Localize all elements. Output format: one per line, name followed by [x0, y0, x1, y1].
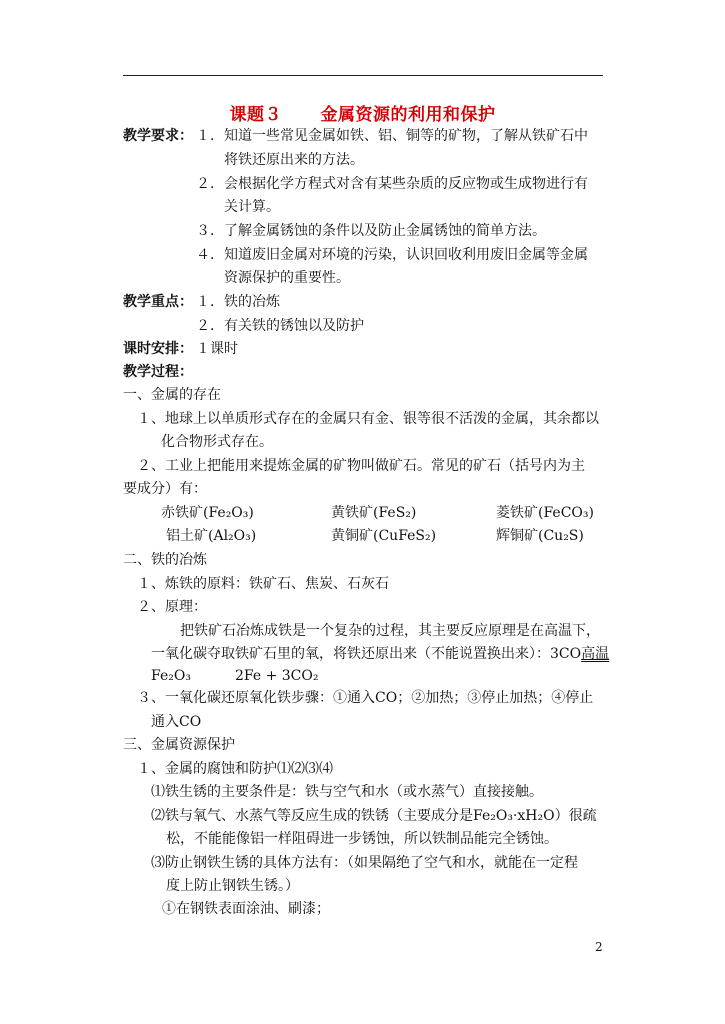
ore-hematite: 赤铁矿(Fe₂O₃): [161, 505, 254, 521]
section3-c1: ⑴铁生锈的主要条件是：铁与空气和水（或水蒸气）直接接触。: [151, 784, 543, 800]
key-point-1: １．铁的冶炼: [196, 294, 280, 310]
equation-product: 2Fe + 3CO₂: [235, 668, 319, 684]
requirement-item-1-cont: 将铁还原出来的方法。: [224, 152, 364, 168]
section2-principle-label: ２、原理：: [137, 599, 207, 615]
section1-heading: 一、金属的存在: [123, 387, 221, 403]
section3-c2-line1: ⑵铁与氧气、水蒸气等反应生成的铁锈（主要成分是Fe₂O₃·xH₂O）很疏: [151, 808, 597, 824]
equation-reactant: Fe₂O₃: [151, 668, 191, 684]
requirement-item-2-cont: 关计算。: [224, 199, 280, 215]
header-rule: [123, 75, 603, 76]
principle-text: 一氧化碳夺取铁矿石里的氧，将铁还原出来（不能说置换出来）：3CO: [151, 646, 582, 662]
requirement-item-4-cont: 资源保护的重要性。: [224, 270, 350, 286]
schedule-value: １课时: [196, 341, 238, 357]
section3-c3-line1: ⑶防止钢铁生锈的具体方法有：（如果隔绝了空气和水，就能在一定程: [151, 855, 578, 871]
section2-steps-line1: ３、一氧化碳还原氧化铁步骤：①通入CO；②加热；③停止加热；④停止: [137, 690, 594, 706]
section3-corrosion: １、金属的腐蚀和防护⑴⑵⑶⑷: [137, 761, 333, 777]
page-number: 2: [595, 940, 603, 954]
requirements-label: 教学要求：: [123, 128, 193, 144]
section2-principle-line1: 把铁矿石冶炼成铁是一个复杂的过程，其主要反应原理是在高温下，: [180, 623, 600, 639]
section1-p1-line1: １、地球上以单质形式存在的金属只有金、银等很不活泼的金属，其余都以: [137, 411, 599, 427]
section2-principle-line2: [151, 644, 609, 664]
requirement-item-3: ３．了解金属锈蚀的条件以及防止金属锈蚀的简单方法。: [196, 223, 546, 239]
section2-heading: 二、铁的冶炼: [123, 552, 207, 568]
ore-pyrite: 黄铁矿(FeS₂): [331, 505, 417, 521]
schedule-label: 课时安排：: [123, 341, 193, 357]
requirement-item-4: ４．知道废旧金属对环境的污染，认识回收利用废旧金属等金属: [196, 247, 588, 263]
ore-chalcopyrite: 黄铜矿(CuFeS₂): [331, 528, 437, 544]
section2-raw-materials: １、炼铁的原料：铁矿石、焦炭、石灰石: [137, 576, 389, 592]
title-text: 金属资源的利用和保护: [320, 105, 496, 125]
requirement-item-2: ２．会根据化学方程式对含有某些杂质的反应物或生成物进行有: [196, 176, 588, 192]
section1-p2-line2: 要成分）有：: [123, 481, 207, 497]
section2-steps-line2: 通入CO: [151, 714, 202, 730]
key-point-2: ２．有关铁的锈蚀以及防护: [196, 318, 364, 334]
section3-c3-item1: ①在钢铁表面涂油、刷漆；: [162, 901, 330, 917]
ore-chalcocite: 辉铜矿(Cu₂S): [496, 528, 584, 544]
section3-heading: 三、金属资源保护: [123, 737, 235, 753]
section3-c3-line2: 度上防止钢铁生锈。）: [166, 878, 299, 894]
ore-bauxite: 铝土矿(Al₂O₃): [166, 528, 257, 544]
section3-c2-line2: 松，不能能像铝一样阻碍进一步锈蚀，所以铁制品能完全锈蚀。: [166, 831, 558, 847]
process-label: 教学过程：: [123, 364, 193, 380]
page-title: [0, 100, 725, 125]
title-number: 课题３: [229, 105, 282, 125]
requirement-item-1: １．知道一些常见金属如铁、铝、铜等的矿物，了解从铁矿石中: [196, 128, 588, 144]
reaction-condition: 高温: [581, 646, 610, 662]
key-points-label: 教学重点：: [123, 294, 193, 310]
section1-p1-line2: 化合物形式存在。: [161, 434, 273, 450]
section1-p2-line1: ２、工业上把能用来提炼金属的矿物叫做矿石。常见的矿石（括号内为主: [137, 458, 585, 474]
ore-siderite: 菱铁矿(FeCO₃): [496, 505, 594, 521]
